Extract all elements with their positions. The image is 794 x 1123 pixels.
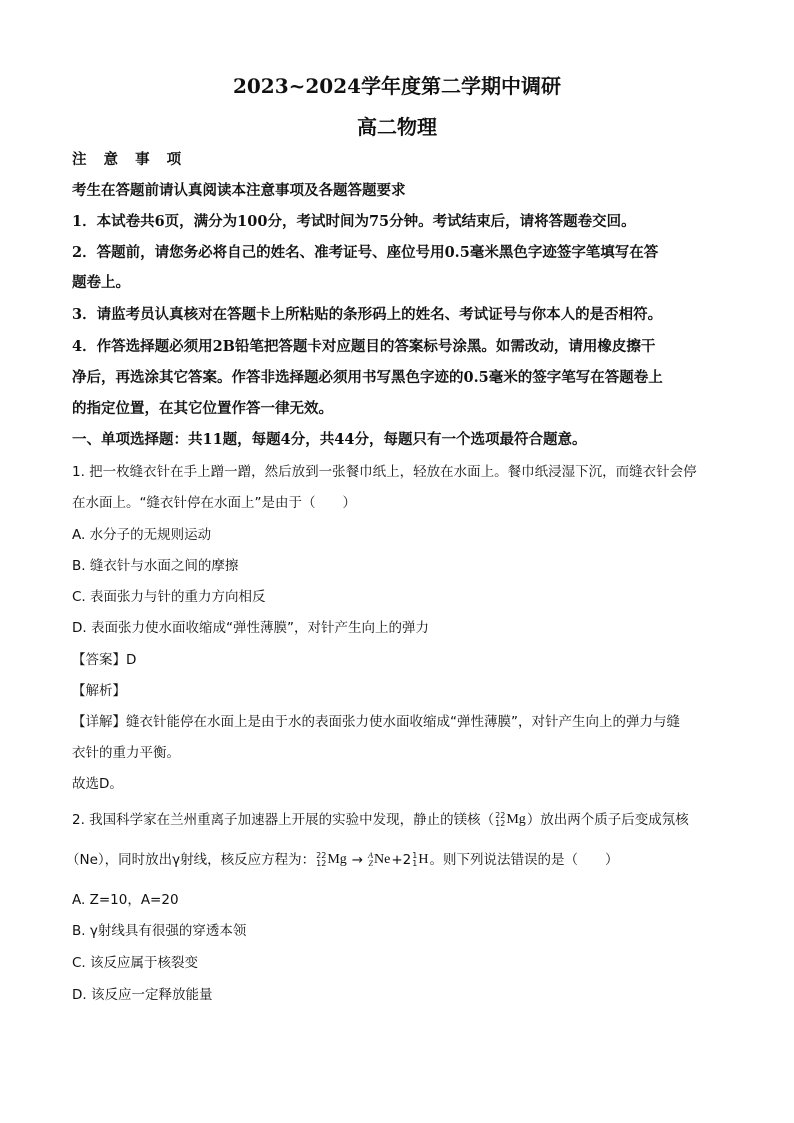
q2-stem-line-2: [66, 850, 726, 870]
q2-stem-line-2-pre: （Ne），同时放出γ射线，核反应方程为：: [66, 852, 316, 868]
ne-mass-number: A: [368, 851, 373, 860]
notes-item-4-line-2: 净后，再选涂其它答案。作答非选择题必须用书写黑色字迹的0.5毫米的签字笔写在答题卷上: [72, 369, 663, 386]
subject-title: 高二物理: [357, 115, 437, 139]
q1-stem-line-2: 在水面上。“缝衣针停在水面上”是由于（ ）: [72, 495, 356, 511]
h-symbol: H: [418, 852, 429, 867]
notes-item-4-line-1: 4．作答选择题必须用2B铅笔把答题卡对应题目的答案标号涂黑。如需改动，请用橡皮擦干: [72, 338, 656, 355]
q1-option-c: C. 表面张力与针的重力方向相反: [72, 589, 266, 605]
notes-intro: 考生在答题前请认真阅读本注意事项及各题答题要求: [72, 182, 406, 199]
ne-symbol: Ne: [374, 852, 391, 867]
notes-item-4-line-3: 的指定位置，在其它位置作答一律无效。: [72, 400, 333, 417]
equation-ne-nuclide: [368, 850, 390, 870]
mg-nuclide: [495, 810, 526, 830]
h-mass-number: 1: [412, 851, 418, 860]
eq-mg-atomic-number: 12: [316, 859, 327, 868]
h-atomic-number: 1: [412, 859, 418, 868]
mg-atomic-number: 12: [495, 819, 506, 828]
q2-option-c: C. 该反应属于核裂变: [72, 955, 199, 971]
q2-option-d: D. 该反应一定释放能量: [72, 987, 213, 1003]
notes-item-1: 1．本试卷共6页，满分为100分，考试时间为75分钟。考试结束后，请将答题卷交回。: [72, 213, 636, 230]
reaction-arrow: →: [351, 852, 364, 868]
q2-stem-line-2-post: 。则下列说法错误的是（ ）: [429, 852, 619, 868]
q1-option-d: D. 表面张力使水面收缩成“弹性薄膜”，对针产生向上的弹力: [72, 620, 429, 636]
notes-heading: 注 意 事 项: [72, 151, 188, 168]
notes-item-3: 3．请监考员认真核对在答题卡上所粘贴的条形码上的姓名、考试证号与你本人的是否相符。: [72, 306, 663, 323]
q1-option-a: A. 水分子的无规则运动: [72, 527, 212, 543]
plus-sign: +: [391, 852, 403, 868]
q1-analysis-label: 【解析】: [72, 683, 126, 699]
q1-stem-line-1: 1. 把一枚缝衣针在手上蹭一蹭，然后放到一张餐巾纸上，轻放在水面上。餐巾纸浸湿下沉，而缝衣针会停: [72, 464, 697, 480]
ne-atomic-number: Z: [368, 859, 373, 868]
exam-title: 2023~2024学年度第二学期中调研: [232, 74, 562, 98]
q2-stem-line-1-pre: 2. 我国科学家在兰州重离子加速器上开展的实验中发现，静止的镁核（: [72, 812, 495, 828]
notes-item-2-line-2: 题卷上。: [72, 274, 130, 291]
q1-detail-line-2: 衣针的重力平衡。: [72, 745, 180, 761]
equation-mg-nuclide: [316, 850, 347, 870]
eq-mg-symbol: Mg: [327, 852, 347, 867]
q2-option-b: B. γ射线具有很强的穿透本领: [72, 923, 247, 939]
mg-mass-number: 22: [495, 811, 506, 820]
eq-mg-mass-number: 22: [316, 851, 327, 860]
mg-symbol: Mg: [506, 812, 526, 827]
q1-detail-line-1: 【详解】缝衣针能停在水面上是由于水的表面张力使水面收缩成“弹性薄膜”，对针产生向上的弹力与缝: [72, 714, 680, 730]
q2-stem-line-1-post: ）放出两个质子后变成氖核: [526, 812, 689, 828]
q1-answer: 【答案】D: [72, 652, 137, 668]
q1-option-b: B. 缝衣针与水面之间的摩擦: [72, 558, 239, 574]
q2-stem-line-1: [72, 810, 732, 830]
q1-conclusion: 故选D。: [72, 776, 123, 792]
section-1-heading: 一、单项选择题：共11题，每题4分，共44分，每题只有一个选项最符合题意。: [72, 431, 587, 448]
h-coefficient: 2: [402, 852, 412, 868]
equation-h-nuclide: [412, 850, 428, 870]
notes-item-2-line-1: 2．答题前，请您务必将自己的姓名、准考证号、座位号用0.5毫米黑色字迹签字笔填写在答: [72, 244, 659, 261]
q2-option-a: A. Z=10，A=20: [72, 892, 179, 908]
